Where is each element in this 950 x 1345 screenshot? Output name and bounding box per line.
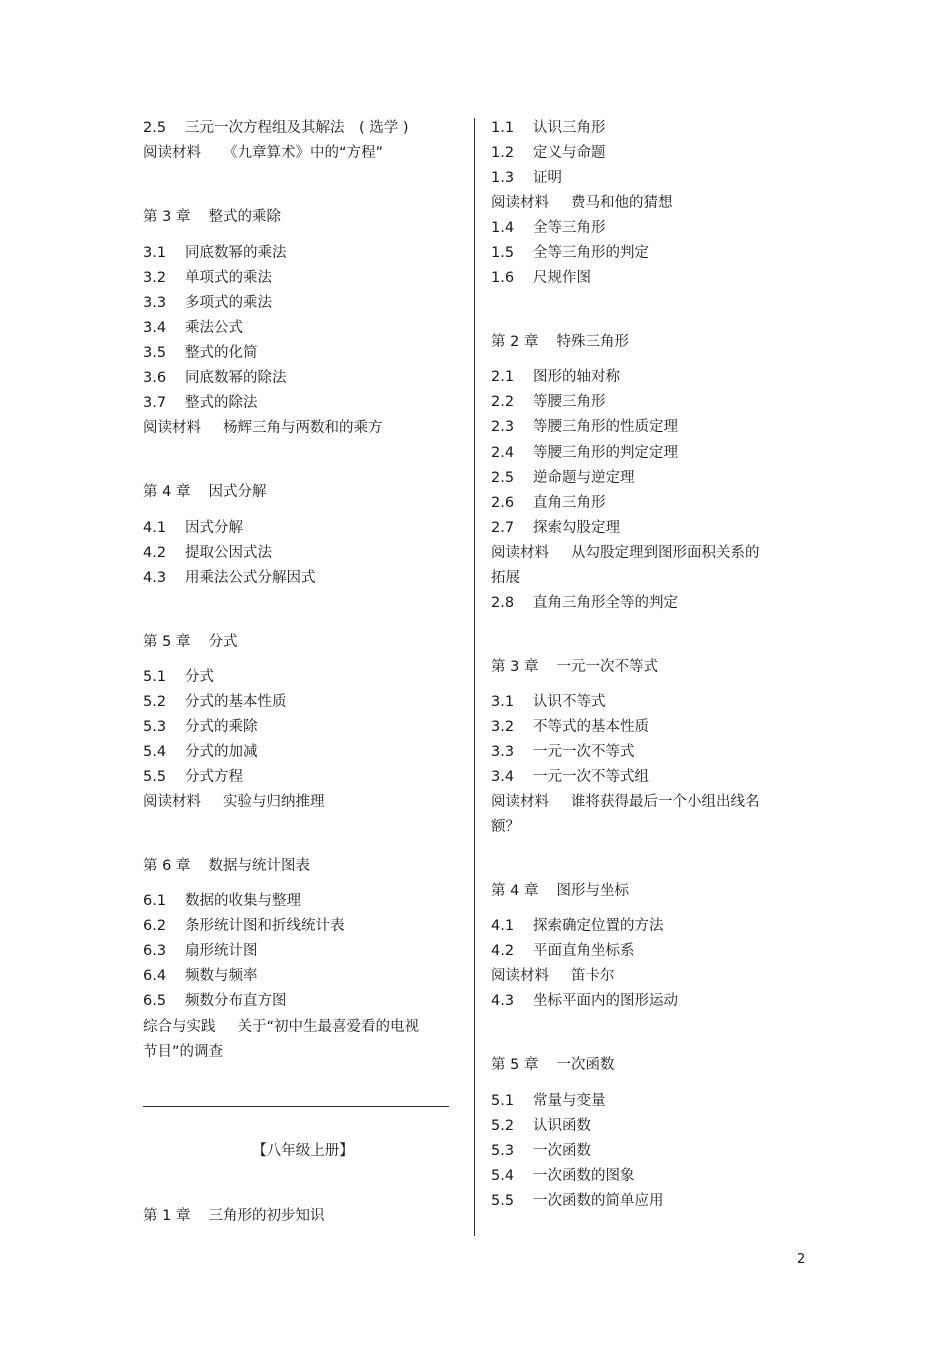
section-title: 定义与命题 — [533, 145, 606, 161]
entry-label: 阅读材料 — [491, 968, 549, 984]
toc-entry — [143, 243, 287, 263]
toc-entry — [491, 493, 606, 513]
supplementary-entry — [491, 792, 760, 812]
section-title: 常量与变量 — [533, 1093, 606, 1109]
entry-label: 第 3 章 — [491, 659, 539, 675]
section-number: 3.1 — [143, 245, 167, 261]
toc-entry — [491, 443, 678, 463]
toc-entry — [143, 268, 272, 288]
section-number: 4.1 — [143, 520, 167, 536]
section-number: 3.4 — [143, 320, 167, 336]
section-number: 3.6 — [143, 370, 167, 386]
entry-title: 费马和他的猜想 — [571, 195, 673, 211]
chapter-heading — [491, 1055, 614, 1075]
chapter-heading — [491, 332, 629, 352]
toc-entry — [491, 1191, 664, 1211]
section-title: 提取公因式法 — [185, 545, 272, 561]
entry-label: 第 2 章 — [491, 334, 539, 350]
section-title: 等腰三角形的性质定理 — [533, 419, 678, 435]
section-title: 整式的化简 — [185, 345, 258, 361]
toc-entry — [491, 1166, 635, 1186]
entry-title: 整式的乘除 — [208, 209, 281, 225]
section-number: 2.6 — [491, 495, 515, 511]
section-title: 探索确定位置的方法 — [533, 918, 664, 934]
section-number: 4.2 — [491, 943, 515, 959]
entry-title: 关于“初中生最喜爱看的电视 — [237, 1019, 420, 1035]
toc-entry — [491, 518, 620, 538]
section-title: 多项式的乘法 — [185, 295, 272, 311]
supplementary-entry — [491, 543, 760, 563]
section-title: 分式的基本性质 — [185, 694, 287, 710]
entry-title: 《九章算术》中的“方程” — [223, 145, 384, 161]
toc-entry — [491, 717, 649, 737]
chapter-heading — [491, 657, 658, 677]
section-title: 因式分解 — [185, 520, 243, 536]
toc-entry — [143, 941, 258, 961]
section-number: 5.1 — [491, 1093, 515, 1109]
toc-entry — [491, 417, 678, 437]
section-number: 5.3 — [143, 719, 167, 735]
section-number: 4.3 — [143, 570, 167, 586]
section-number: 2.3 — [491, 419, 515, 435]
toc-entry — [491, 742, 635, 762]
entry-label: 阅读材料 — [143, 145, 201, 161]
column-separator — [474, 118, 475, 1236]
section-number: 5.4 — [491, 1168, 515, 1184]
entry-label: 阅读材料 — [143, 794, 201, 810]
section-title: 一元一次不等式 — [533, 744, 635, 760]
section-number: 3.5 — [143, 345, 167, 361]
section-title: 探索勾股定理 — [533, 520, 620, 536]
toc-entry — [143, 991, 287, 1011]
entry-title: 一元一次不等式 — [556, 659, 658, 675]
entry-label: 第 4 章 — [143, 484, 191, 500]
section-number: 2.1 — [491, 369, 515, 385]
section-title: 数据的收集与整理 — [185, 893, 301, 909]
section-number: 5.2 — [491, 1118, 515, 1134]
section-number: 5.2 — [143, 694, 167, 710]
entry-title: 谁将获得最后一个小组出线名 — [571, 794, 760, 810]
section-title: 同底数幂的除法 — [185, 370, 287, 386]
entry-title: 特殊三角形 — [556, 334, 629, 350]
section-number: 5.1 — [143, 669, 167, 685]
toc-entry — [143, 343, 258, 363]
entry-title: 三角形的初步知识 — [208, 1208, 325, 1224]
section-title: 认识三角形 — [533, 120, 606, 136]
toc-entry — [143, 293, 272, 313]
entry-title: 因式分解 — [208, 484, 267, 500]
chapter-heading — [143, 482, 266, 502]
section-title: 等腰三角形 — [533, 394, 606, 410]
entry-title: 从勾股定理到图形面积关系的 — [571, 545, 760, 561]
section-number: 4.1 — [491, 918, 515, 934]
section-title: 分式的乘除 — [185, 719, 258, 735]
section-title: 三元一次方程组及其解法 ( 选学 ) — [185, 120, 409, 136]
entry-title: 实验与归纳推理 — [223, 794, 325, 810]
entry-label: 第 5 章 — [491, 1057, 539, 1073]
toc-entry — [143, 568, 316, 588]
section-number: 3.7 — [143, 395, 167, 411]
chapter-heading — [143, 856, 310, 876]
supplementary-entry — [143, 792, 325, 812]
chapter-heading — [491, 881, 629, 901]
toc-entry — [491, 941, 635, 961]
section-number: 1.5 — [491, 245, 515, 261]
section-number: 2.5 — [143, 120, 167, 136]
section-divider — [143, 1106, 449, 1107]
toc-entry — [491, 143, 606, 163]
toc-entry — [143, 916, 345, 936]
continued-text: 拓展 — [491, 570, 520, 586]
section-title: 证明 — [533, 170, 562, 186]
section-number: 5.3 — [491, 1143, 515, 1159]
section-number: 4.3 — [491, 993, 515, 1009]
continued-text: 节目”的调查 — [143, 1044, 224, 1060]
entry-label: 阅读材料 — [491, 195, 549, 211]
section-title: 逆命题与逆定理 — [533, 470, 635, 486]
toc-entry — [491, 593, 678, 613]
section-number: 6.2 — [143, 918, 167, 934]
entry-label: 第 6 章 — [143, 858, 191, 874]
toc-entry — [143, 692, 287, 712]
volume-heading: 【八年级上册】 — [252, 1143, 354, 1159]
section-title: 认识函数 — [533, 1118, 591, 1134]
toc-entry — [491, 1141, 591, 1161]
toc-entry — [491, 1116, 591, 1136]
section-number: 3.2 — [491, 719, 515, 735]
section-number: 1.2 — [491, 145, 515, 161]
chapter-heading — [143, 632, 237, 652]
entry-title: 杨辉三角与两数和的乘方 — [223, 420, 383, 436]
supplementary-entry — [143, 1017, 419, 1037]
section-title: 一元一次不等式组 — [533, 769, 649, 785]
section-title: 直角三角形 — [533, 495, 606, 511]
toc-entry — [143, 518, 243, 538]
section-title: 用乘法公式分解因式 — [185, 570, 316, 586]
entry-label: 第 1 章 — [143, 1208, 191, 1224]
section-number: 1.3 — [491, 170, 515, 186]
toc-entry — [143, 891, 301, 911]
section-title: 尺规作图 — [533, 270, 591, 286]
page-number: 2 — [797, 1252, 806, 1267]
section-number: 6.4 — [143, 968, 167, 984]
toc-entry — [143, 667, 214, 687]
section-title: 频数分布直方图 — [185, 993, 287, 1009]
section-title: 全等三角形 — [533, 220, 606, 236]
section-number: 5.5 — [491, 1193, 515, 1209]
section-title: 全等三角形的判定 — [533, 245, 649, 261]
section-title: 条形统计图和折线统计表 — [185, 918, 345, 934]
section-number: 6.1 — [143, 893, 167, 909]
entry-label: 第 5 章 — [143, 634, 191, 650]
toc-entry — [491, 468, 635, 488]
toc-entry — [491, 392, 606, 412]
entry-title: 一次函数 — [556, 1057, 615, 1073]
toc-entry — [143, 118, 409, 138]
supplementary-entry — [143, 418, 383, 438]
section-number: 1.4 — [491, 220, 515, 236]
chapter-heading — [143, 1206, 324, 1226]
section-number: 2.8 — [491, 595, 515, 611]
toc-entry — [143, 318, 243, 338]
entry-title: 笛卡尔 — [571, 968, 615, 984]
section-number: 6.3 — [143, 943, 167, 959]
section-title: 一次函数的图象 — [533, 1168, 635, 1184]
section-number: 6.5 — [143, 993, 167, 1009]
toc-entry — [491, 218, 606, 238]
section-number: 3.4 — [491, 769, 515, 785]
continued-text: 额？ — [491, 819, 520, 835]
section-number: 1.1 — [491, 120, 515, 136]
toc-entry — [491, 268, 591, 288]
section-title: 一次函数的简单应用 — [533, 1193, 664, 1209]
section-number: 2.4 — [491, 445, 515, 461]
section-title: 单项式的乘法 — [185, 270, 272, 286]
section-title: 分式方程 — [185, 769, 243, 785]
entry-label: 阅读材料 — [491, 794, 549, 810]
section-title: 扇形统计图 — [185, 943, 258, 959]
section-number: 3.3 — [491, 744, 515, 760]
section-number: 1.6 — [491, 270, 515, 286]
toc-entry — [491, 118, 606, 138]
toc-entry — [491, 243, 649, 263]
entry-title: 分式 — [208, 634, 238, 650]
entry-label: 阅读材料 — [491, 545, 549, 561]
toc-entry — [491, 1091, 606, 1111]
entry-label: 综合与实践 — [143, 1019, 216, 1035]
section-title: 直角三角形全等的判定 — [533, 595, 678, 611]
section-title: 分式的加减 — [185, 744, 258, 760]
entry-title: 数据与统计图表 — [208, 858, 310, 874]
section-title: 不等式的基本性质 — [533, 719, 649, 735]
section-number: 5.5 — [143, 769, 167, 785]
toc-entry — [143, 717, 258, 737]
toc-entry — [143, 767, 243, 787]
toc-entry — [491, 692, 606, 712]
toc-entry — [143, 742, 258, 762]
toc-entry — [491, 367, 620, 387]
section-title: 分式 — [185, 669, 214, 685]
toc-entry — [491, 767, 649, 787]
entry-label: 第 4 章 — [491, 883, 539, 899]
section-title: 一次函数 — [533, 1143, 591, 1159]
section-title: 等腰三角形的判定定理 — [533, 445, 678, 461]
supplementary-entry — [491, 193, 673, 213]
toc-entry — [143, 393, 258, 413]
section-number: 2.2 — [491, 394, 515, 410]
section-number: 2.5 — [491, 470, 515, 486]
section-number: 5.4 — [143, 744, 167, 760]
toc-entry — [491, 991, 678, 1011]
toc-entry — [491, 168, 562, 188]
section-number: 4.2 — [143, 545, 167, 561]
entry-title: 图形与坐标 — [556, 883, 629, 899]
toc-entry — [491, 916, 664, 936]
toc-entry — [143, 966, 258, 986]
toc-entry — [143, 543, 272, 563]
entry-label: 阅读材料 — [143, 420, 201, 436]
section-title: 坐标平面内的图形运动 — [533, 993, 678, 1009]
section-title: 乘法公式 — [185, 320, 243, 336]
section-title: 图形的轴对称 — [533, 369, 620, 385]
chapter-heading — [143, 207, 281, 227]
section-title: 频数与频率 — [185, 968, 258, 984]
supplementary-entry — [491, 966, 615, 986]
section-number: 2.7 — [491, 520, 515, 536]
section-number: 3.2 — [143, 270, 167, 286]
section-title: 认识不等式 — [533, 694, 606, 710]
section-title: 平面直角坐标系 — [533, 943, 635, 959]
section-title: 同底数幂的乘法 — [185, 245, 287, 261]
section-number: 3.3 — [143, 295, 167, 311]
entry-label: 第 3 章 — [143, 209, 191, 225]
toc-entry — [143, 368, 287, 388]
section-number: 3.1 — [491, 694, 515, 710]
supplementary-entry — [143, 143, 383, 163]
section-title: 整式的除法 — [185, 395, 258, 411]
